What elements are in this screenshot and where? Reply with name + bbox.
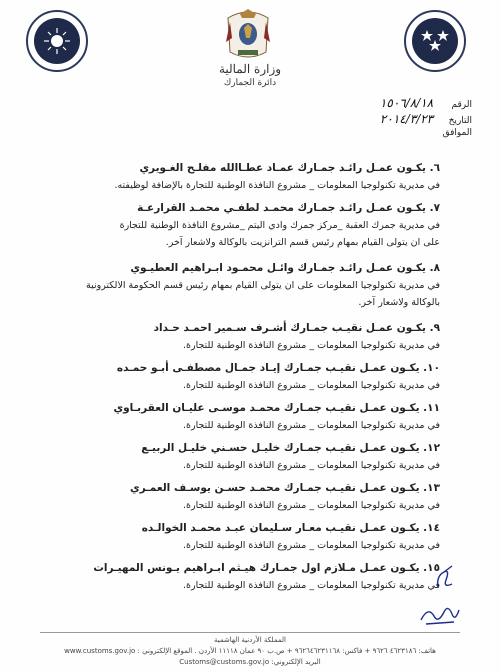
footer-kingdom: المملكة الأردنية الهاشمية — [213, 636, 287, 644]
list-item — [60, 322, 440, 351]
item-heading: ٦. يكـون عمـل رائـد جمـارك عمـاد عطـاالله مفلـح الغـويري — [139, 162, 440, 174]
sun-emblem-icon — [34, 18, 80, 64]
item-heading: ١٢. يكـون عمـل نقيـب جمـارك خليـل حسـني خليـل الربيـع — [141, 442, 440, 454]
item-heading: ٧. يكـون عمـل رائـد جمـارك محمـد لطفـي محمـد القرارعـة — [137, 202, 440, 214]
list-item — [60, 202, 440, 248]
jordan-coat-of-arms-icon — [222, 8, 274, 62]
item-text: في مديرية تكنولوجيا المعلومات _ مشروع النافذة الوطنية للتجارة. — [183, 540, 440, 551]
list-item — [60, 522, 440, 551]
footer-divider — [40, 632, 460, 633]
item-heading: ١٤. يكـون عمـل نقيـب معـار سـليمان عبـد محمـد الخوالـده — [141, 522, 440, 534]
date-label: التاريخ — [448, 116, 472, 126]
item-heading: ١٥. يكـون عمـل مـلازم اول جمـارك هيـثم ابـراهيم يـونس المهيـرات — [93, 562, 440, 574]
list-item — [60, 562, 440, 591]
item-text: في مديرية تكنولوجيا المعلومات على ان يتولى القيام بمهام رئيس قسم الحكومة الالكترونية — [86, 280, 440, 291]
item-text: في مديرية تكنولوجيا المعلومات _ مشروع النافذة الوطنية للتجارة بالإضافة لوظيفته. — [114, 180, 440, 191]
left-emblem-seal — [26, 10, 88, 72]
footer-contact: هاتف: ٤٦٢٣١٨٦ ٩٦٢٦ + فاكس: ٩٦٢٦٤٦٢٣١١٦٨ + ص.ب ٩٠ عمان ١١١١٨ الأردن . الموقع الإلكتروني : www.customs.gov.jo — [64, 647, 436, 655]
list-item — [60, 402, 440, 431]
item-heading: ١٣. يكـون عمـل نقيـب جمـارك محمـد حسـن يوسـف العمـري — [130, 482, 440, 494]
item-text: بالوكالة ولاشعار آخر. — [358, 297, 440, 308]
item-text: في مديرية تكنولوجيا المعلومات _ مشروع النافذة الوطنية للتجارة. — [183, 580, 440, 591]
item-text: على ان يتولى القيام بمهام رئيس قسم الترانزيت بالوكالة ولاشعار آخر. — [165, 237, 440, 248]
right-emblem-seal — [404, 10, 466, 72]
hijri-row — [436, 128, 472, 138]
reference-label: الرقم — [451, 100, 472, 110]
handwritten-signature-icon — [418, 600, 462, 628]
hijri-label: الموافق — [442, 128, 472, 138]
item-heading: ١١. يكـون عمـل نقيـب جمـارك محمـد موسـى عليـان العقربـاوي — [113, 402, 440, 414]
ministry-name: وزارة المالية — [218, 62, 282, 76]
item-heading: ١٠. يكـون عمـل نقيـب جمـارك إيـاد جمـال مصطفـى أبـو حمـده — [116, 362, 440, 374]
item-text: في مديرية تكنولوجيا المعلومات _ مشروع النافذة الوطنية للتجارة. — [183, 500, 440, 511]
item-text: في مديرية تكنولوجيا المعلومات _ مشروع النافذة الوطنية للتجارة. — [183, 380, 440, 391]
reference-number: ١٥٠٦/٨/١٨ — [379, 96, 434, 110]
item-text: في مديرية جمرك العقبة _مركز جمرك وادي اليتم _مشروع النافذة الوطنية للتجارة — [119, 220, 440, 231]
reference-row — [380, 96, 472, 110]
list-item — [60, 362, 440, 391]
list-item — [60, 262, 440, 308]
date-row — [380, 112, 472, 126]
item-text: في مديرية تكنولوجيا المعلومات _ مشروع النافذة الوطنية للتجارة. — [183, 460, 440, 471]
initials-signature-icon — [432, 562, 458, 592]
department-name: دائرة الجمارك — [223, 78, 277, 88]
item-heading: ٩. يكـون عمـل نقيـب جمـارك أشـرف سـمير احمـد حـداد — [153, 322, 440, 334]
list-item — [60, 442, 440, 471]
list-item — [60, 162, 440, 191]
item-text: في مديرية تكنولوجيا المعلومات _ مشروع النافذة الوطنية للتجارة. — [183, 340, 440, 351]
date-value: ٢٠١٤/٣/٢٣ — [379, 112, 434, 126]
stars-emblem-icon — [412, 18, 458, 64]
footer-email: البريد الإلكتروني: Customs@customs.gov.jo — [179, 658, 321, 666]
list-item — [60, 482, 440, 511]
item-text: في مديرية تكنولوجيا المعلومات _ مشروع النافذة الوطنية للتجارة. — [183, 420, 440, 431]
item-heading: ٨. يكـون عمـل رائـد جمـارك وائـل محمـود ابـراهيم العطيـوي — [130, 262, 440, 274]
